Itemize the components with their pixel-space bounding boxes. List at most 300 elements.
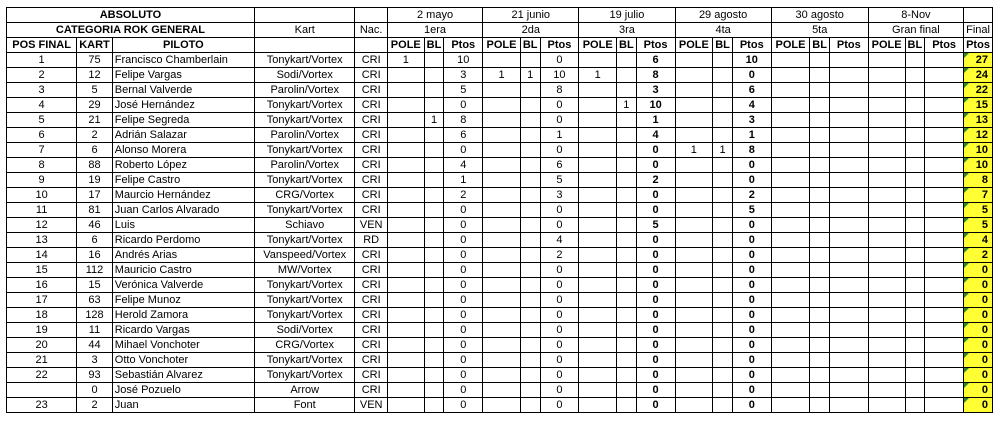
final-ptos-cell: 12 bbox=[964, 128, 993, 143]
header-row-2 bbox=[7, 23, 993, 38]
bl-cell bbox=[424, 83, 444, 98]
kart-brand-cell: Tonykart/Vortex bbox=[254, 293, 355, 308]
kart-brand-cell: Parolin/Vortex bbox=[254, 158, 355, 173]
ptos-cell: 0 bbox=[444, 398, 483, 413]
ptos-cell bbox=[925, 53, 964, 68]
pole-cell bbox=[868, 98, 905, 113]
table-row bbox=[7, 218, 993, 233]
pole-cell bbox=[675, 398, 713, 413]
ptos-cell: 0 bbox=[732, 383, 771, 398]
race-round-3: 3ra bbox=[579, 23, 675, 38]
pole-cell bbox=[868, 113, 905, 128]
nac-cell: CRI bbox=[355, 128, 387, 143]
ptos-cell: 0 bbox=[444, 218, 483, 233]
bl-cell bbox=[520, 218, 540, 233]
pos-cell: 14 bbox=[7, 248, 77, 263]
pole-cell bbox=[675, 278, 713, 293]
bl-cell bbox=[905, 83, 925, 98]
kart-brand-cell: Tonykart/Vortex bbox=[254, 143, 355, 158]
bl-header: BL bbox=[810, 38, 830, 53]
pole-cell bbox=[387, 83, 424, 98]
pole-header: POLE bbox=[387, 38, 424, 53]
ptos-cell: 0 bbox=[732, 158, 771, 173]
table-row bbox=[7, 128, 993, 143]
final-ptos-cell: 8 bbox=[964, 173, 993, 188]
ptos-cell: 0 bbox=[636, 233, 675, 248]
bl-cell bbox=[520, 293, 540, 308]
bl-cell bbox=[905, 143, 925, 158]
bl-cell bbox=[810, 53, 830, 68]
ptos-cell bbox=[925, 113, 964, 128]
pole-cell bbox=[868, 143, 905, 158]
pole-cell bbox=[868, 353, 905, 368]
ptos-cell bbox=[829, 293, 868, 308]
bl-cell bbox=[905, 368, 925, 383]
bl-cell bbox=[810, 353, 830, 368]
ptos-cell: 0 bbox=[540, 278, 579, 293]
pole-cell bbox=[868, 203, 905, 218]
ptos-cell: 1 bbox=[732, 128, 771, 143]
bl-cell bbox=[617, 323, 637, 338]
piloto-cell: Ricardo Vargas bbox=[112, 323, 254, 338]
bl-cell bbox=[520, 143, 540, 158]
pole-cell bbox=[579, 53, 617, 68]
pole-cell bbox=[771, 248, 810, 263]
pole-cell bbox=[771, 158, 810, 173]
pole-cell bbox=[483, 83, 521, 98]
bl-cell bbox=[520, 203, 540, 218]
race-date-4: 29 agosto bbox=[675, 8, 771, 23]
piloto-cell: Alonso Morera bbox=[112, 143, 254, 158]
pole-cell bbox=[483, 173, 521, 188]
ptos-cell: 6 bbox=[732, 83, 771, 98]
piloto-cell: Bernal Valverde bbox=[112, 83, 254, 98]
kart-brand-cell: Tonykart/Vortex bbox=[254, 53, 355, 68]
final-ptos-cell: 4 bbox=[964, 233, 993, 248]
pole-cell bbox=[771, 218, 810, 233]
ptos-cell: 0 bbox=[444, 98, 483, 113]
pole-cell bbox=[675, 98, 713, 113]
bl-cell bbox=[810, 128, 830, 143]
ptos-cell bbox=[925, 353, 964, 368]
kart-brand-cell: Tonykart/Vortex bbox=[254, 173, 355, 188]
ptos-header: Ptos bbox=[540, 38, 579, 53]
bl-cell bbox=[713, 68, 733, 83]
pos-cell: 12 bbox=[7, 218, 77, 233]
table-row bbox=[7, 68, 993, 83]
ptos-cell: 0 bbox=[636, 188, 675, 203]
bl-cell bbox=[810, 308, 830, 323]
pole-cell bbox=[675, 293, 713, 308]
bl-cell bbox=[617, 278, 637, 293]
kart-number-cell: 11 bbox=[77, 323, 113, 338]
final-ptos-cell: 7 bbox=[964, 188, 993, 203]
bl-cell bbox=[905, 188, 925, 203]
ptos-cell: 0 bbox=[636, 368, 675, 383]
kart-brand-cell: Tonykart/Vortex bbox=[254, 203, 355, 218]
piloto-cell: Mauricio Castro bbox=[112, 263, 254, 278]
pole-cell bbox=[483, 248, 521, 263]
pole-cell bbox=[868, 338, 905, 353]
table-row bbox=[7, 353, 993, 368]
table-row bbox=[7, 308, 993, 323]
header-row-1 bbox=[7, 8, 993, 23]
ptos-cell: 0 bbox=[444, 338, 483, 353]
piloto-cell: José Pozuelo bbox=[112, 383, 254, 398]
ptos-cell: 0 bbox=[540, 263, 579, 278]
ptos-cell: 4 bbox=[636, 128, 675, 143]
nac-cell: CRI bbox=[355, 263, 387, 278]
bl-cell bbox=[520, 398, 540, 413]
pole-cell bbox=[868, 68, 905, 83]
ptos-header: Ptos bbox=[829, 38, 868, 53]
ptos-cell bbox=[829, 263, 868, 278]
bl-cell: 1 bbox=[713, 143, 733, 158]
ptos-cell: 0 bbox=[636, 278, 675, 293]
race-date-5: 30 agosto bbox=[771, 8, 868, 23]
bl-cell bbox=[905, 53, 925, 68]
ptos-cell: 0 bbox=[732, 353, 771, 368]
pole-cell bbox=[675, 263, 713, 278]
nac-cell: CRI bbox=[355, 368, 387, 383]
bl-cell bbox=[810, 158, 830, 173]
ptos-cell: 10 bbox=[540, 68, 579, 83]
bl-cell bbox=[617, 248, 637, 263]
piloto-cell: Felipe Segreda bbox=[112, 113, 254, 128]
bl-cell bbox=[713, 158, 733, 173]
bl-cell bbox=[424, 353, 444, 368]
ptos-cell: 2 bbox=[540, 248, 579, 263]
pole-cell bbox=[579, 203, 617, 218]
bl-cell bbox=[713, 188, 733, 203]
pole-cell bbox=[868, 233, 905, 248]
pole-cell bbox=[675, 248, 713, 263]
bl-cell bbox=[520, 308, 540, 323]
pole-cell bbox=[483, 383, 521, 398]
ptos-cell bbox=[829, 98, 868, 113]
bl-cell bbox=[905, 308, 925, 323]
pole-cell bbox=[771, 113, 810, 128]
bl-cell bbox=[713, 293, 733, 308]
bl-cell bbox=[713, 83, 733, 98]
pole-cell bbox=[483, 158, 521, 173]
piloto-cell: Felipe Vargas bbox=[112, 68, 254, 83]
nac-cell: CRI bbox=[355, 203, 387, 218]
bl-cell bbox=[520, 83, 540, 98]
ptos-header: Ptos bbox=[636, 38, 675, 53]
pole-cell bbox=[868, 308, 905, 323]
pole-cell bbox=[387, 353, 424, 368]
pole-cell bbox=[579, 263, 617, 278]
ptos-cell: 0 bbox=[636, 248, 675, 263]
bl-cell bbox=[810, 278, 830, 293]
pole-header: POLE bbox=[483, 38, 521, 53]
bl-cell bbox=[617, 83, 637, 98]
ptos-cell: 0 bbox=[732, 68, 771, 83]
bl-cell bbox=[424, 293, 444, 308]
ptos-cell bbox=[829, 218, 868, 233]
ptos-cell: 5 bbox=[444, 83, 483, 98]
table-row bbox=[7, 98, 993, 113]
pos-cell: 10 bbox=[7, 188, 77, 203]
ptos-cell bbox=[925, 323, 964, 338]
bl-cell bbox=[520, 188, 540, 203]
bl-cell bbox=[905, 263, 925, 278]
bl-cell bbox=[810, 98, 830, 113]
pole-cell bbox=[868, 188, 905, 203]
ptos-cell: 0 bbox=[540, 398, 579, 413]
pole-cell bbox=[579, 128, 617, 143]
pole-header: POLE bbox=[868, 38, 905, 53]
pole-cell bbox=[579, 338, 617, 353]
kart-number-cell: 2 bbox=[77, 398, 113, 413]
bl-cell bbox=[713, 233, 733, 248]
ptos-cell: 0 bbox=[636, 338, 675, 353]
pole-cell bbox=[579, 98, 617, 113]
nac-cell: CRI bbox=[355, 113, 387, 128]
ptos-cell: 0 bbox=[732, 233, 771, 248]
ptos-cell bbox=[829, 278, 868, 293]
bl-cell bbox=[424, 188, 444, 203]
pole-cell bbox=[483, 353, 521, 368]
bl-cell bbox=[810, 383, 830, 398]
piloto-cell: Felipe Castro bbox=[112, 173, 254, 188]
pole-cell bbox=[579, 83, 617, 98]
bl-cell bbox=[810, 113, 830, 128]
pole-cell bbox=[483, 308, 521, 323]
ptos-cell bbox=[829, 128, 868, 143]
bl-header: BL bbox=[424, 38, 444, 53]
pole-cell bbox=[579, 323, 617, 338]
pole-cell bbox=[579, 353, 617, 368]
pole-cell bbox=[483, 143, 521, 158]
table-row bbox=[7, 113, 993, 128]
piloto-cell: Adrián Salazar bbox=[112, 128, 254, 143]
pole-cell bbox=[387, 218, 424, 233]
pole-cell bbox=[483, 233, 521, 248]
pole-cell bbox=[387, 398, 424, 413]
bl-cell bbox=[617, 368, 637, 383]
pole-cell bbox=[675, 233, 713, 248]
ptos-cell: 0 bbox=[540, 308, 579, 323]
piloto-cell: Felipe Munoz bbox=[112, 293, 254, 308]
pos-cell: 23 bbox=[7, 398, 77, 413]
ptos-cell: 0 bbox=[732, 173, 771, 188]
pos-final-header: POS FINAL bbox=[7, 38, 77, 53]
bl-cell bbox=[424, 53, 444, 68]
bl-cell bbox=[810, 338, 830, 353]
final-header: Final bbox=[964, 23, 993, 38]
ptos-cell: 0 bbox=[540, 218, 579, 233]
kart-brand-cell: Tonykart/Vortex bbox=[254, 113, 355, 128]
pos-cell: 4 bbox=[7, 98, 77, 113]
nac-cell: CRI bbox=[355, 353, 387, 368]
ptos-cell: 0 bbox=[540, 338, 579, 353]
bl-cell bbox=[617, 68, 637, 83]
nac-cell: CRI bbox=[355, 248, 387, 263]
ptos-cell: 5 bbox=[732, 203, 771, 218]
table-row bbox=[7, 368, 993, 383]
ptos-cell bbox=[925, 218, 964, 233]
ptos-cell: 0 bbox=[540, 203, 579, 218]
race-date-3: 19 julio bbox=[579, 8, 675, 23]
nac-cell: CRI bbox=[355, 83, 387, 98]
kart-number-cell: 3 bbox=[77, 353, 113, 368]
race-round-5: 5ta bbox=[771, 23, 868, 38]
kart-number-cell: 29 bbox=[77, 98, 113, 113]
pole-cell bbox=[771, 263, 810, 278]
ptos-cell: 0 bbox=[732, 278, 771, 293]
final-ptos-cell: 0 bbox=[964, 293, 993, 308]
final-ptos-cell: 5 bbox=[964, 218, 993, 233]
bl-cell bbox=[617, 218, 637, 233]
bl-cell bbox=[905, 113, 925, 128]
pole-cell bbox=[579, 308, 617, 323]
bl-cell bbox=[424, 323, 444, 338]
ptos-cell bbox=[925, 293, 964, 308]
ptos-cell bbox=[829, 188, 868, 203]
kart-number-cell: 44 bbox=[77, 338, 113, 353]
pole-cell bbox=[387, 308, 424, 323]
pole-cell bbox=[387, 98, 424, 113]
bl-header: BL bbox=[905, 38, 925, 53]
piloto-cell: Juan bbox=[112, 398, 254, 413]
bl-cell: 1 bbox=[520, 68, 540, 83]
bl-cell bbox=[905, 323, 925, 338]
ptos-cell: 0 bbox=[636, 203, 675, 218]
pole-cell bbox=[675, 218, 713, 233]
final-ptos-cell: 15 bbox=[964, 98, 993, 113]
ptos-cell: 0 bbox=[444, 368, 483, 383]
table-row bbox=[7, 323, 993, 338]
pole-cell bbox=[675, 158, 713, 173]
table-row bbox=[7, 338, 993, 353]
final-ptos-cell: 0 bbox=[964, 308, 993, 323]
pole-cell bbox=[387, 188, 424, 203]
bl-cell bbox=[713, 398, 733, 413]
kart-number-cell: 12 bbox=[77, 68, 113, 83]
pos-cell: 8 bbox=[7, 158, 77, 173]
ptos-cell: 0 bbox=[444, 323, 483, 338]
pos-cell: 9 bbox=[7, 173, 77, 188]
nac-cell: VEN bbox=[355, 218, 387, 233]
pole-cell bbox=[868, 128, 905, 143]
ptos-cell bbox=[925, 368, 964, 383]
ptos-cell: 0 bbox=[444, 263, 483, 278]
pole-cell bbox=[483, 338, 521, 353]
piloto-cell: Verónica Valverde bbox=[112, 278, 254, 293]
ptos-cell: 3 bbox=[636, 83, 675, 98]
ptos-cell bbox=[925, 248, 964, 263]
ptos-header: Ptos bbox=[732, 38, 771, 53]
bl-cell bbox=[520, 278, 540, 293]
nac-cell: CRI bbox=[355, 143, 387, 158]
bl-cell bbox=[713, 383, 733, 398]
pos-cell: 19 bbox=[7, 323, 77, 338]
pole-cell bbox=[579, 173, 617, 188]
pole-cell bbox=[387, 263, 424, 278]
bl-cell bbox=[520, 233, 540, 248]
kart-number-header: KART bbox=[77, 38, 113, 53]
final-ptos-cell: 2 bbox=[964, 248, 993, 263]
final-ptos-cell: 0 bbox=[964, 398, 993, 413]
bl-cell bbox=[810, 263, 830, 278]
bl-cell bbox=[905, 233, 925, 248]
ptos-cell: 5 bbox=[636, 218, 675, 233]
bl-cell bbox=[617, 383, 637, 398]
bl-cell bbox=[520, 338, 540, 353]
pos-cell: 17 bbox=[7, 293, 77, 308]
race-round-4: 4ta bbox=[675, 23, 771, 38]
table-row bbox=[7, 203, 993, 218]
kart-number-cell: 15 bbox=[77, 278, 113, 293]
ptos-cell: 0 bbox=[732, 338, 771, 353]
pos-cell: 3 bbox=[7, 83, 77, 98]
bl-cell bbox=[520, 173, 540, 188]
nac-cell: VEN bbox=[355, 398, 387, 413]
race-round-1: 1era bbox=[387, 23, 482, 38]
ptos-cell bbox=[829, 113, 868, 128]
piloto-cell: Luis bbox=[112, 218, 254, 233]
pole-cell bbox=[771, 203, 810, 218]
pole-header: POLE bbox=[771, 38, 810, 53]
pole-cell: 1 bbox=[483, 68, 521, 83]
ptos-cell: 4 bbox=[444, 158, 483, 173]
final-ptos-cell: 22 bbox=[964, 83, 993, 98]
ptos-cell: 3 bbox=[732, 113, 771, 128]
pos-cell: 22 bbox=[7, 368, 77, 383]
pole-cell bbox=[771, 383, 810, 398]
bl-cell bbox=[520, 368, 540, 383]
ptos-cell bbox=[925, 98, 964, 113]
ptos-cell: 5 bbox=[540, 173, 579, 188]
pole-cell bbox=[483, 188, 521, 203]
piloto-cell: Mihael Vonchoter bbox=[112, 338, 254, 353]
ptos-cell bbox=[925, 128, 964, 143]
pole-cell bbox=[483, 128, 521, 143]
bl-cell bbox=[520, 383, 540, 398]
bl-cell bbox=[713, 278, 733, 293]
bl-cell bbox=[810, 233, 830, 248]
pole-cell bbox=[387, 248, 424, 263]
final-ptos-cell: 27 bbox=[964, 53, 993, 68]
bl-cell bbox=[810, 173, 830, 188]
pole-cell bbox=[771, 98, 810, 113]
piloto-cell: Ricardo Perdomo bbox=[112, 233, 254, 248]
ptos-cell bbox=[925, 308, 964, 323]
final-ptos-cell: 0 bbox=[964, 338, 993, 353]
piloto-cell: Andrés Arias bbox=[112, 248, 254, 263]
pole-cell bbox=[483, 278, 521, 293]
kart-number-cell: 5 bbox=[77, 83, 113, 98]
bl-cell bbox=[810, 398, 830, 413]
ptos-cell bbox=[829, 233, 868, 248]
pole-cell bbox=[483, 218, 521, 233]
bl-cell bbox=[424, 143, 444, 158]
pole-cell bbox=[579, 278, 617, 293]
bl-cell bbox=[617, 53, 637, 68]
bl-cell bbox=[713, 323, 733, 338]
standings-table bbox=[6, 7, 993, 413]
kart-brand-cell: Arrow bbox=[254, 383, 355, 398]
pos-cell: 2 bbox=[7, 68, 77, 83]
pole-cell bbox=[771, 293, 810, 308]
nac-cell: CRI bbox=[355, 308, 387, 323]
pole-header: POLE bbox=[675, 38, 713, 53]
final-ptos-cell: 0 bbox=[964, 383, 993, 398]
bl-cell bbox=[520, 248, 540, 263]
bl-cell bbox=[617, 188, 637, 203]
